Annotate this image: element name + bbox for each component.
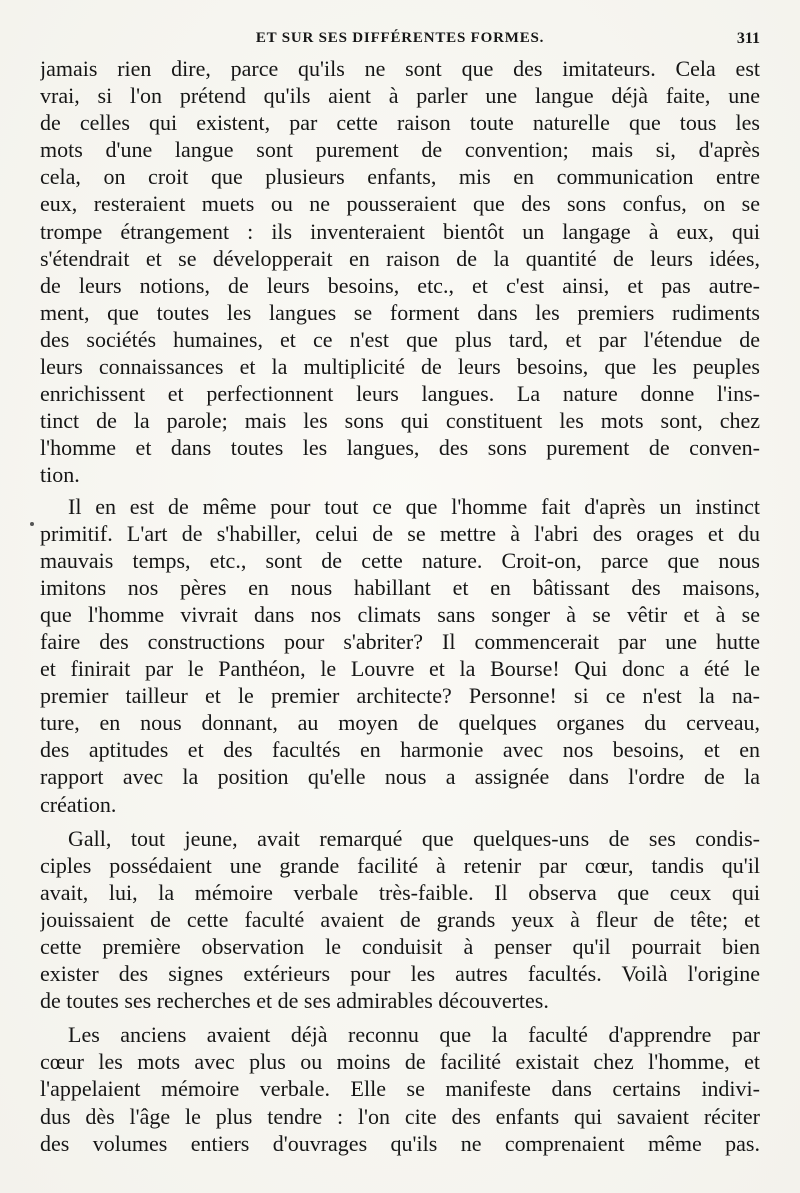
text-line: jouissaient de cette faculté avaient de grands yeux à fleur de tête; et [40,906,760,932]
text-line: Il en est de même pour tout ce que l'homme fait d'après un instinct [68,493,760,519]
text-line: imitons nos pères en nous habillant et en bâtissant des maisons, [40,574,760,600]
paragraph [40,55,760,489]
text-line: de leurs notions, de leurs besoins, etc., et c'est ainsi, et pas autre- [40,272,760,298]
body-text [40,55,760,1157]
text-line: que l'homme vivrait dans nos climats sans songer à se vêtir et à se [40,601,760,627]
text-line: Gall, tout jeune, avait remarqué que quelques-uns de ses condis- [68,825,760,851]
text-line: des volumes entiers d'ouvrages qu'ils ne comprenaient même pas. [40,1130,760,1156]
text-line: de celles qui existent, par cette raison toute naturelle que tous les [40,110,760,136]
text-line: enrichissent et perfectionnent leurs langues. La nature donne l'ins- [40,381,760,407]
text-line: faire des constructions pour s'abriter? Il commencerait par une hutte [40,628,760,654]
print-speck [30,522,34,526]
text-line: leurs connaissances et la multiplicité de leurs besoins, que les peuples [40,354,760,380]
text-line: des aptitudes et des facultés en harmonie avec nos besoins, et en [40,737,760,763]
text-line: cela, on croit que plusieurs enfants, mis en communication entre [40,164,760,190]
text-line: tinct de la parole; mais les sons qui constituent les mots sont, chez [40,408,760,434]
text-line: premier tailleur et le premier architecte? Personne! si ce n'est la na- [40,683,760,709]
paragraph [40,825,760,1015]
text-line: l'appelaient mémoire verbale. Elle se manifeste dans certains indivi- [40,1076,760,1102]
page-number: 311 [736,30,760,47]
text-line: primitif. L'art de s'habiller, celui de se mettre à l'abri des orages et du [40,520,760,546]
running-head [40,30,760,54]
text-line: s'étendrait et se développerait en raison de la quantité de leurs idées, [40,245,760,271]
text-line: tion. [40,462,80,488]
text-line: jamais rien dire, parce qu'ils ne sont que des imitateurs. Cela est [40,56,760,81]
paragraph [40,1021,760,1156]
text-line: et finirait par le Panthéon, le Louvre et la Bourse! Qui donc a été le [40,656,760,682]
text-line: avait, lui, la mémoire verbale très-faible. Il observa que ceux qui [40,879,760,905]
text-line: mots d'une langue sont purement de convention; mais si, d'après [40,137,760,163]
text-line: cœur les mots avec plus ou moins de facilité existait chez l'homme, et [40,1049,760,1075]
text-line: rapport avec la position qu'elle nous a assignée dans l'ordre de la [40,764,760,790]
text-line: l'homme et dans toutes les langues, des sons purement de conven- [40,435,760,461]
text-line: exister des signes extérieurs pour les autres facultés. Voilà l'origine [40,961,760,987]
paragraph [40,493,760,818]
text-line: ciples possédaient une grande facilité à retenir par cœur, tandis qu'il [40,852,760,878]
text-line: création. [40,791,117,817]
text-line: cette première observation le conduisit à penser qu'il pourrait bien [40,934,760,959]
running-title: ET SUR SES DIFFÉRENTES FORMES. [255,30,545,46]
text-line: de toutes ses recherches et de ses admirables découvertes. [40,988,549,1014]
text-line: eux, resteraient muets ou ne pousseraient que des sons confus, on se [40,191,760,217]
text-line: ture, en nous donnant, au moyen de quelques organes du cerveau, [40,710,760,736]
text-line: ment, que toutes les langues se forment dans les premiers rudiments [40,299,760,325]
paragraph-gap [40,1014,760,1021]
text-line: Les anciens avaient déjà reconnu que la faculté d'apprendre par [68,1022,760,1048]
text-line: vrai, si l'on prétend qu'ils aient à parler une langue déjà faite, une [40,83,760,109]
text-line: trompe étrangement : ils inventeraient bientôt un langage à eux, qui [40,218,760,244]
text-line: dus dès l'âge le plus tendre : l'on cite des enfants qui savaient réciter [40,1103,760,1129]
text-line: des sociétés humaines, et ce n'est que plus tard, et par l'étendue de [40,326,760,352]
text-line: mauvais temps, etc., sont de cette nature. Croit-on, parce que nous [40,547,760,573]
paragraph-gap [40,818,760,825]
